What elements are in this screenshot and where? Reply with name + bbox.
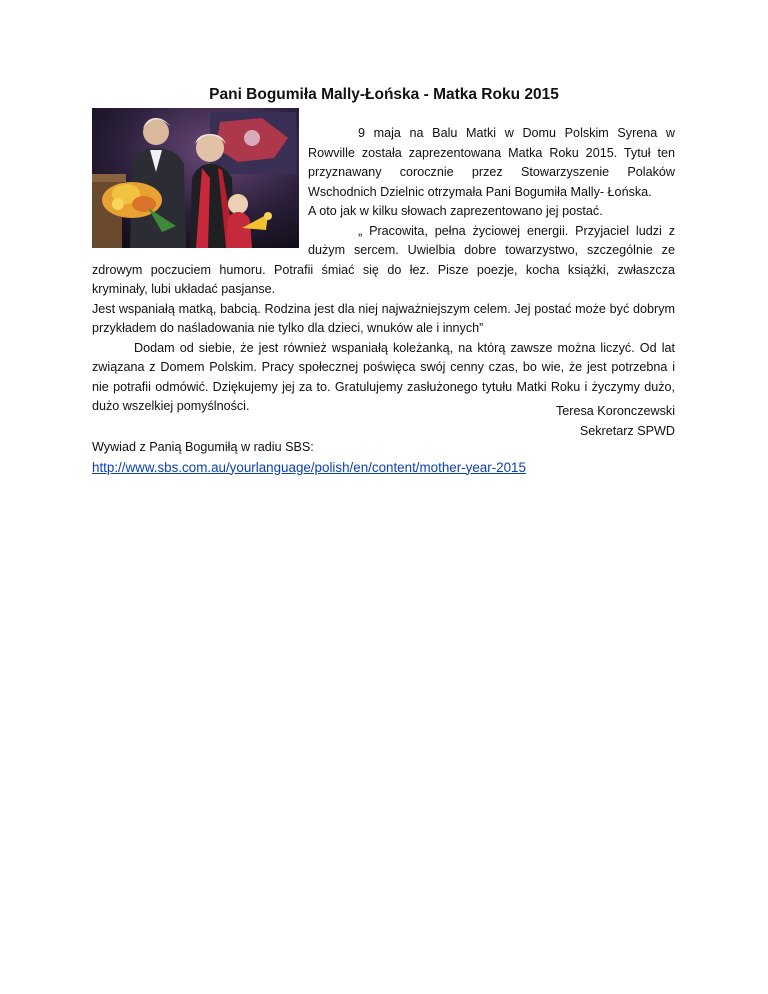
paragraph-intro: 9 maja na Balu Matki w Domu Polskim Syrena w Rowville została zaprezentowana Matka Roku 2015. Tytuł ten przyznawany corocznie przez Stowarzyszenie Polaków Wschodnich Dzielnic otrzymała Pani Bogumiła Mally- Łońska. <box>308 126 675 199</box>
paragraph-quote: „ Pracowita, pełna życiowej energii. Przyjaciel ludzi z dużym sercem. Uwielbia dobre towarzystwo, szczególnie ze zdrowym poczuciem humoru. Potrafii śmiać się do łez. Pisze poezje, kocha książki, zwłaszcza kryminały, lubi układać pasjanse. <box>92 223 675 296</box>
interview-label: Wywiad z Panią Bogumiłą w radiu SBS: <box>92 440 314 454</box>
paragraph-closing: Dodam od siebie, że jest również wspaniałą koleżanką, na którą zawsze można liczyć. Od lat związana z Domem Polskim. Pracy społecznej poświęca swój cenny czas, bo wie, że jest potrzebna i nie potrafii odmówić. Dziękujemy jej za to. Gratulujemy zasłużonego tytułu Matki Roku i życzymy dużo, dużo wszelkiej pomyślności. <box>92 340 675 413</box>
signature-role: Sekretarz SPWD <box>579 423 675 438</box>
paragraph-lead-in: A oto jak w kilku słowach zaprezentowano jej postać. <box>308 204 603 218</box>
interview-link[interactable]: http://www.sbs.com.au/yourlanguage/polish/en/content/mother-year-2015 <box>92 459 526 475</box>
interview-section <box>92 438 675 478</box>
article-body <box>92 124 675 417</box>
signature <box>92 402 675 441</box>
article-title: Pani Bogumiła Mally-Łońska - Matka Roku 2015 <box>209 86 559 103</box>
signature-name: Teresa Koronczewski <box>556 404 675 418</box>
photo-spacer <box>92 124 308 250</box>
paragraph-quote-cont: Jest wspaniałą matką, babcią. Rodzina jest dla niej najważniejszym celem. Jej postać może być dobrym przykładem do naśladowania nie tylko dla dzieci, wnuków ale i innych” <box>92 301 675 335</box>
